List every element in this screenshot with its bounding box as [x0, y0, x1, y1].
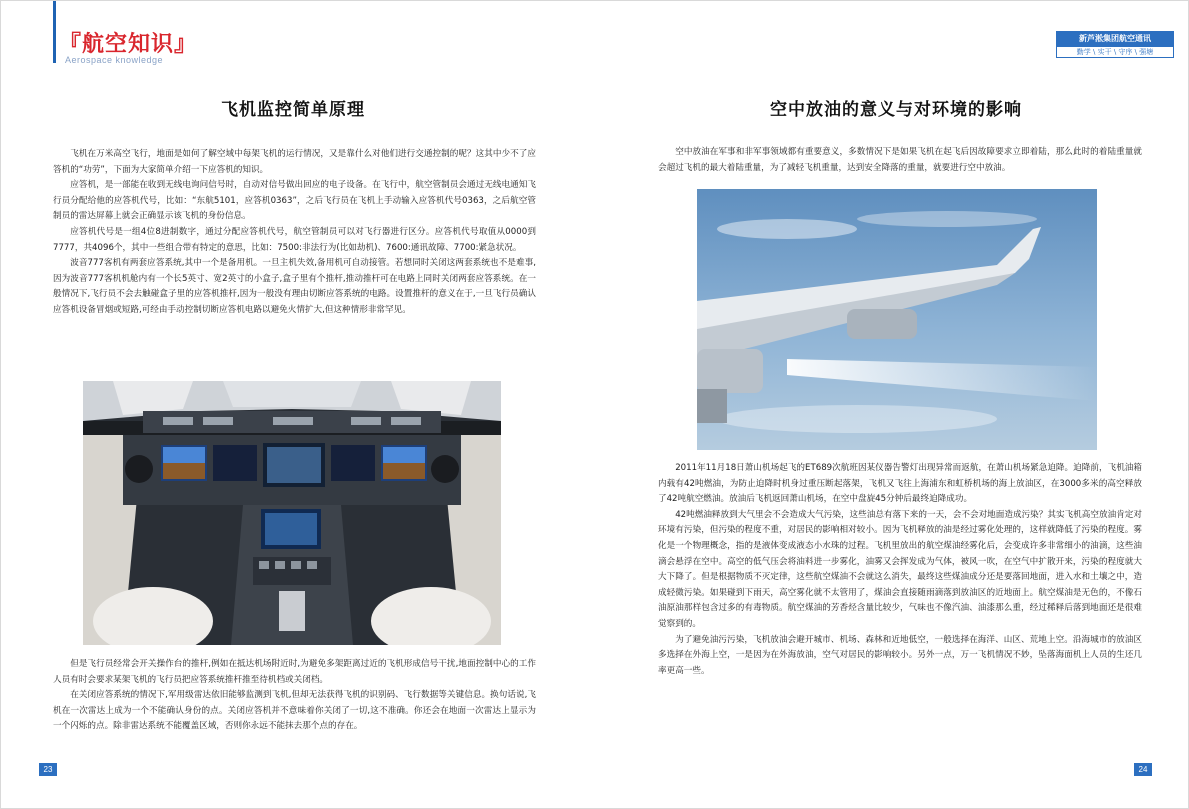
paragraph: 为了避免油污污染，飞机放油会避开城市、机场、森林和近地低空，一般选择在海洋、山区、荒地上空。沿海城市的放油区多选择在外海上空，一是因为在外海放油，空气对居民的影响较小。另外一点，万一飞机情况不妙，坠落海面机上人员的生还几率更高一些。 [658, 634, 1142, 676]
paragraph: 应答机代号是一组4位8进制数字，通过分配应答机代号，航空管制员可以对飞行器进行区分。应答机代号取值从0000到7777，共4096个，其中一些组合带有特定的意思，比如：7500:非法行为(比如劫机)、7600:通讯故障、7700:紧急状况。 [53, 226, 536, 253]
newsletter-badge [1056, 31, 1174, 58]
cockpit-photo [83, 381, 501, 645]
section-subtitle: Aerospace knowledge [65, 55, 164, 65]
fuel-dump-photo [697, 189, 1097, 450]
section-title: 『航空知识』 [59, 32, 198, 57]
header-rule [53, 1, 56, 63]
badge-title: 新芦淞集团航空通讯 [1056, 31, 1174, 46]
paragraph: 空中放油在军事和非军事领域都有重要意义，多数情况下是如果飞机在起飞后因故障要求立即着陆，那么此时的着陆重量就会超过飞机的最大着陆重量，为了减轻飞机重量，达到安全降落的重量，就要进行空中放油。 [658, 147, 1142, 173]
paragraph: 但是飞行员经常会开关操作台的推杆,例如在抵达机场附近时,为避免多架距离过近的飞机形成信号干扰,地面控制中心的工作人员有时会要求某架飞机的飞行员把应答系统推杆推至待机档或关闭档。 [53, 659, 536, 685]
page-number-right: 24 [1134, 763, 1152, 776]
left-article-title: 飞机监控简单原理 [221, 100, 365, 120]
right-article-body-continued [658, 461, 1142, 679]
badge-motto: 勤学 \ 实干 \ 守序 \ 强塘 [1056, 46, 1174, 58]
page-number-left: 23 [39, 763, 57, 776]
left-article-body-continued [53, 657, 536, 735]
right-article-title: 空中放油的意义与对环境的影响 [770, 100, 1022, 120]
right-article-body [658, 145, 1142, 176]
paragraph: 飞机在万米高空飞行，地面是如何了解空域中每架飞机的运行情况，又是靠什么对他们进行交通控制的呢？这其中少不了应答机的“功劳”，下面为大家简单介绍一下应答机的知识。 [53, 149, 536, 175]
left-article-body [53, 147, 536, 319]
paragraph: 在关闭应答系统的情况下,军用级雷达依旧能够监测到飞机,但却无法获得飞机的识别码、飞行数据等关键信息。换句话说,飞机在一次雷达上成为一个不能确认身份的点。关闭应答机并不意味着你关闭了一切,这不准确。你还会在地面一次雷达上显示为一个闪烁的点。除非雷达系统不能覆盖区域，否则你永远不能抹去那个点的存在。 [53, 690, 536, 732]
paragraph: 应答机，是一部能在收到无线电询问信号时，自动对信号做出回应的电子设备。在飞行中，航空管制员会通过无线电通知飞行员分配给他的应答机代号，比如：“东航5101，应答机0363”，之后飞行员在飞机上手动输入应答机代号0363，之后航空管制员的雷达屏幕上就会正确显示该飞机的身份信息。 [53, 180, 536, 222]
paragraph: 波音777客机有两套应答系统,其中一个是备用机。一旦主机失效,备用机可自动接管。若想同时关闭这两套系统也不是难事,因为波音777客机机舱内有一个长5英寸、宽2英寸的小盒子,盒子里有个推杆,推动推杆可在电路上同时关闭两套应答系统。在一般情况下,飞行员不会去触碰盒子里的应答机推杆,因为一般没有理由切断应答系统的电路。设置推杆的意义在于,一旦飞行员确认应答机设备冒烟或短路,可经由手动控制切断应答机电路以避免火情扩大,但这种情形非常罕见。 [53, 258, 536, 315]
paragraph: 2011年11月18日萧山机场起飞的ET689次航班因某仪器告警灯出现异常而返航，在萧山机场紧急迫降。迫降前，飞机油箱内载有42吨燃油，为防止迫降时机身过重压断起落架，飞机又飞往上海浦东和虹桥机场的海上放油区，在3000多米的高空释放了42吨航空燃油。放油后飞机返回萧山机场，在空中盘旋45分钟后最终迫降成功。 [658, 463, 1142, 505]
paragraph: 42吨燃油释放到大气里会不会造成大气污染，这些油总有落下来的一天，会不会对地面造成污染？其实飞机高空放油肯定对环境有污染，但污染的程度不重，对居民的影响相对较小。因为飞机释放的油是经过雾化处理的，这样就降低了污染的程度。雾化是一个物理概念，指的是液体变成液态小水珠的过程。飞机里放出的航空煤油经雾化后，会变成许多非常细小的油滴，这些油滴会悬浮在空中。高空的低气压会将油料进一步雾化，油雾又会挥发成为气体，被风一吹，在空气中扩散开来，污染的程度就大大下降了。但是根据物质不灭定律，这些航空煤油不会就这么消失，最终这些煤油成分还是要落回地面，进入水和土壤之中，造成轻微污染。如果碰到下雨天，高空雾化就不太管用了，煤油会直接随雨滴落到放油区的近地面上。航空煤油是无色的，不像石油原油那样包含过多的有毒物质。航空煤油的芳香烃含量比较少，气味也不像汽油、油漆那么重，经过稀释后落到地面还是很难觉察到的。 [658, 509, 1142, 629]
